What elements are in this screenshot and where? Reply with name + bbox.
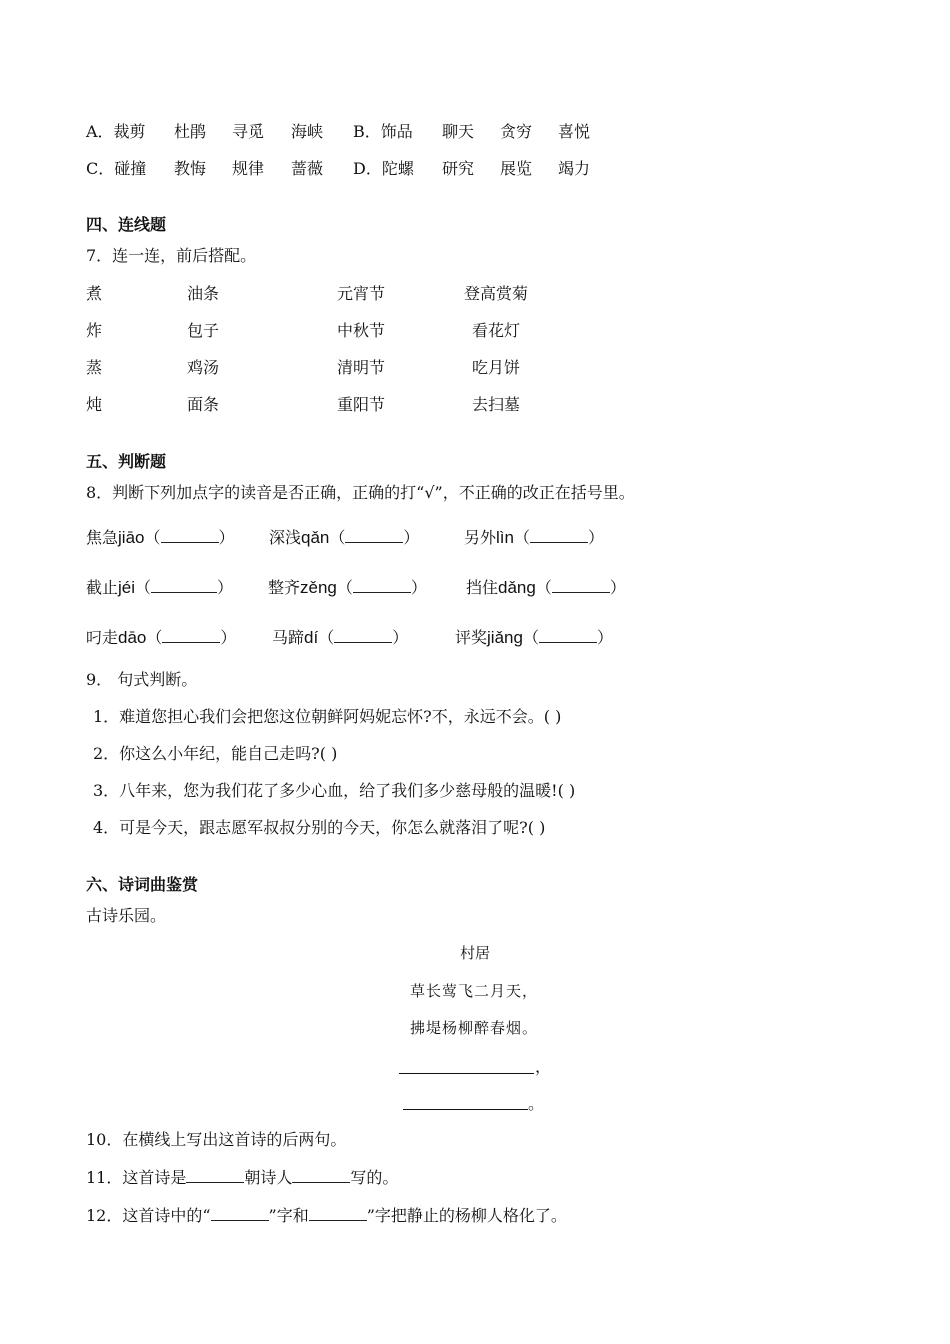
option-d-word-2: 研究 (442, 159, 475, 178)
option-c-word-4: 蔷薇 (291, 159, 324, 178)
matching-custom: 登高赏菊 (464, 284, 529, 303)
pinyin-item (269, 526, 419, 549)
question-12-text-b: ”字和 (268, 1206, 309, 1225)
matching-food: 包子 (187, 321, 220, 340)
pinyin-word: 挡住 (466, 578, 499, 597)
matching-festival: 清明节 (337, 358, 386, 377)
sentence-judgement-2: 2．你这么小年纪，能自己走吗?( ) (93, 744, 338, 763)
matching-festival: 中秋节 (337, 321, 386, 340)
pinyin-reading: jiǎng (487, 628, 523, 647)
question-11-text-c: 写的。 (350, 1168, 399, 1187)
open-paren: （ (522, 628, 539, 647)
option-a-word-2: 杜鹃 (174, 122, 207, 141)
option-b-word-4: 喜悦 (558, 122, 591, 141)
poem-title: 村居 (460, 944, 491, 962)
option-a-word-3: 寻觅 (232, 122, 265, 141)
pinyin-word: 马蹄 (272, 628, 305, 647)
close-paren: ） (609, 578, 626, 597)
close-paren: ） (403, 528, 420, 547)
answer-blank[interactable] (353, 576, 411, 593)
matching-verb: 炸 (86, 321, 103, 340)
answer-blank[interactable] (151, 576, 217, 593)
pinyin-reading: dāo (118, 628, 147, 647)
pinyin-item (455, 626, 613, 649)
section-4-heading: 四、连线题 (86, 215, 167, 234)
question-12-text-c: ”字把静止的杨柳人格化了。 (366, 1206, 567, 1225)
close-paren: ） (217, 578, 234, 597)
option-c-word-2: 教悔 (174, 159, 207, 178)
option-a-word-4: 海峡 (291, 122, 324, 141)
pinyin-word: 评奖 (455, 628, 488, 647)
pinyin-item (272, 626, 408, 649)
pinyin-item (86, 576, 233, 599)
poem-line-2: 拂堤杨柳醉春烟。 (410, 1019, 539, 1037)
answer-blank[interactable] (530, 526, 588, 543)
poet-blank[interactable] (292, 1166, 350, 1183)
pinyin-item (464, 526, 604, 549)
open-paren: （ (336, 578, 353, 597)
sentence-judgement-1: 1．难道您担心我们会把您这位朝鲜阿妈妮忘怀?不，永远不会。( ) (93, 707, 562, 726)
pinyin-word: 叼走 (86, 628, 119, 647)
close-paren: ） (220, 628, 237, 647)
close-paren: ） (410, 578, 427, 597)
pinyin-word: 另外 (464, 528, 497, 547)
question-12-text-a: 12．这首诗中的“ (86, 1206, 211, 1225)
pinyin-reading: dǎng (498, 578, 536, 597)
option-b-word-1: B．饰品 (353, 122, 413, 141)
pinyin-word: 截止 (86, 578, 119, 597)
pinyin-reading: jéi (118, 578, 136, 597)
pinyin-reading: qǎn (301, 528, 330, 547)
matching-custom: 吃月饼 (472, 358, 521, 377)
question-10-prompt: 10．在横线上写出这首诗的后两句。 (86, 1130, 347, 1149)
matching-verb: 炖 (86, 395, 103, 414)
close-paren: ） (392, 628, 409, 647)
sentence-judgement-3: 3．八年来，您为我们花了多少心血，给了我们多少慈母般的温暖!( ) (93, 781, 576, 800)
open-paren: （ (513, 528, 530, 547)
matching-food: 面条 (187, 395, 220, 414)
poem-line-3-comma: ， (535, 1057, 552, 1076)
pinyin-item (86, 626, 236, 649)
option-a-word-1: A．裁剪 (86, 122, 146, 141)
answer-blank[interactable] (161, 526, 219, 543)
matching-festival: 元宵节 (337, 284, 386, 303)
option-b-word-3: 贪穷 (500, 122, 533, 141)
pinyin-reading: lìn (496, 528, 514, 547)
pinyin-word: 整齐 (268, 578, 301, 597)
option-d-word-1: D．陀螺 (353, 159, 414, 178)
pinyin-reading: zěng (300, 578, 337, 597)
poem-line-3-blank[interactable] (399, 1073, 534, 1074)
open-paren: （ (535, 578, 552, 597)
question-11-text-a: 11．这首诗是 (86, 1168, 187, 1187)
open-paren: （ (144, 528, 161, 547)
close-paren: ） (218, 528, 235, 547)
option-d-word-4: 竭力 (558, 159, 591, 178)
pinyin-item (86, 526, 235, 549)
question-11-text-b: 朝诗人 (244, 1168, 293, 1187)
pinyin-reading: jiāo (118, 528, 145, 547)
question-11-prompt (86, 1166, 398, 1189)
question-9-prompt: 9． 句式判断。 (86, 670, 198, 689)
character-blank-2[interactable] (309, 1204, 367, 1221)
option-c-word-3: 规律 (232, 159, 265, 178)
character-blank-1[interactable] (211, 1204, 269, 1221)
answer-blank[interactable] (345, 526, 403, 543)
pinyin-item (268, 576, 427, 599)
matching-food: 油条 (187, 284, 220, 303)
question-12-prompt (86, 1204, 567, 1227)
poem-line-4-period: 。 (528, 1094, 545, 1113)
matching-verb: 煮 (86, 284, 103, 303)
dynasty-blank[interactable] (186, 1166, 244, 1183)
answer-blank[interactable] (162, 626, 220, 643)
option-b-word-2: 聊天 (442, 122, 475, 141)
matching-custom: 去扫墓 (472, 395, 521, 414)
question-8-prompt: 8．判断下列加点字的读音是否正确，正确的打“√”，不正确的改正在括号里。 (86, 483, 635, 502)
poem-intro: 古诗乐园。 (86, 906, 167, 925)
open-paren: （ (146, 628, 163, 647)
answer-blank[interactable] (334, 626, 392, 643)
answer-blank[interactable] (539, 626, 597, 643)
sentence-judgement-4: 4．可是今天，跟志愿军叔叔分别的今天，你怎么就落泪了呢?( ) (93, 818, 546, 837)
option-d-word-3: 展览 (500, 159, 533, 178)
matching-verb: 蒸 (86, 358, 103, 377)
pinyin-word: 深浅 (269, 528, 302, 547)
matching-festival: 重阳节 (337, 395, 386, 414)
matching-food: 鸡汤 (187, 358, 220, 377)
close-paren: ） (588, 528, 605, 547)
open-paren: （ (135, 578, 152, 597)
poem-line-1: 草长莺飞二月天， (410, 982, 539, 1000)
section-5-heading: 五、判断题 (86, 452, 167, 471)
pinyin-word: 焦急 (86, 528, 119, 547)
pinyin-reading: dí (304, 628, 319, 647)
pinyin-item (466, 576, 626, 599)
option-c-word-1: C．碰撞 (86, 159, 147, 178)
poem-line-4-blank[interactable] (403, 1109, 528, 1110)
answer-blank[interactable] (552, 576, 610, 593)
question-7-prompt: 7．连一连，前后搭配。 (86, 246, 257, 265)
open-paren: （ (318, 628, 335, 647)
close-paren: ） (596, 628, 613, 647)
section-6-heading: 六、诗词曲鉴赏 (86, 875, 199, 894)
matching-custom: 看花灯 (472, 321, 521, 340)
open-paren: （ (329, 528, 346, 547)
